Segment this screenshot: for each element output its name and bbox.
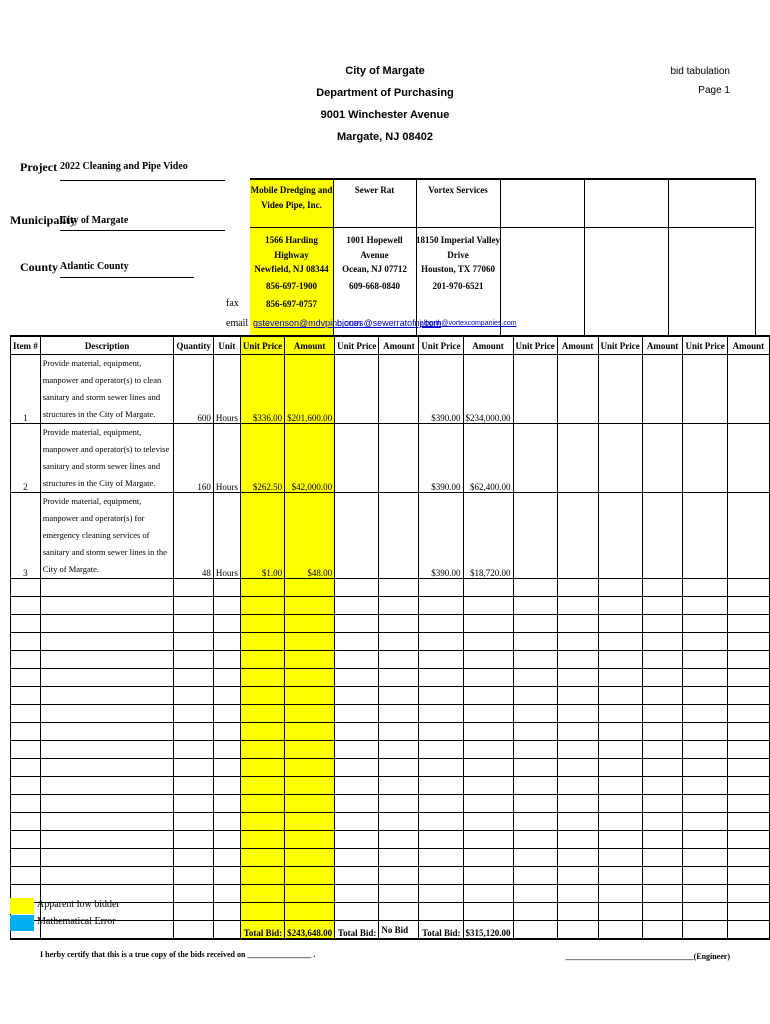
col-v4-amount: Amount <box>557 336 598 355</box>
empty-row <box>11 777 770 795</box>
column-header-row <box>11 336 770 355</box>
col-v3-unit-price: Unit Price <box>419 336 463 355</box>
item-unit: Hours <box>213 355 240 424</box>
vendor-header-divider <box>250 227 754 228</box>
v3-amount: $18,720.00 <box>463 493 513 579</box>
vendor-3-phone: 201-970-6521 <box>432 281 484 291</box>
table-row <box>11 355 770 424</box>
item-description: Provide material, equipment, manpower and operator(s) to televise sanitary and storm sewer lines and structures in the City of Margate. <box>40 424 174 493</box>
county-value: Atlantic County <box>60 261 194 278</box>
v2-total-label: Total Bid: <box>335 921 379 940</box>
vendor-2-name: Sewer Rat <box>354 185 395 195</box>
v1-total: $243,648.00 <box>285 921 335 940</box>
v2-amount <box>379 424 419 493</box>
item-description: Provide material, equipment, manpower and operator(s) for emergency cleaning services of sanitary and storm sewer lines in the City of Margate. <box>40 493 174 579</box>
vendor-3-city: Houston, TX 77060 <box>420 264 496 274</box>
v2-amount <box>379 493 419 579</box>
col-item: Item # <box>11 336 41 355</box>
department-name: Department of Purchasing <box>316 87 454 99</box>
empty-row <box>11 633 770 651</box>
item-quantity: 160 <box>174 424 214 493</box>
v3-amount: $62,400.00 <box>463 424 513 493</box>
vendor-2-address: 1001 Hopewell Avenue <box>346 235 403 260</box>
legend-label-math-error: Mathematical Error <box>37 916 116 927</box>
empty-row <box>11 723 770 741</box>
vendor-2-city: Ocean, NJ 07712 <box>342 264 407 274</box>
doc-type: bid tabulation <box>670 66 730 77</box>
v3-unit-price: $390.00 <box>419 493 463 579</box>
project-label: Project <box>20 160 58 174</box>
v1-amount: $42,000.00 <box>285 424 335 493</box>
empty-row <box>11 651 770 669</box>
vendor-1-phone: 856-697-1900 <box>266 281 317 291</box>
empty-row <box>11 813 770 831</box>
vendor-3-address: 18150 Imperial Valley Drive <box>416 235 501 260</box>
agency-header <box>285 60 485 148</box>
col-v3-amount: Amount <box>463 336 513 355</box>
col-v5-amount: Amount <box>642 336 683 355</box>
street-address: 9001 Winchester Avenue <box>320 109 450 121</box>
col-quantity: Quantity <box>174 336 214 355</box>
empty-row <box>11 795 770 813</box>
col-v2-amount: Amount <box>379 336 419 355</box>
vendor-1-email[interactable]: gstevenson@mdvpinc.com <box>253 318 362 328</box>
empty-row <box>11 759 770 777</box>
table-row <box>11 493 770 579</box>
empty-row <box>11 705 770 723</box>
total-row <box>11 921 770 940</box>
engineer-signature-line: ________________________________(Engineer) <box>565 952 730 961</box>
v3-total: $315,120.00 <box>463 921 513 940</box>
item-number: 2 <box>11 424 41 493</box>
col-v1-amount: Amount <box>285 336 335 355</box>
vendor-5-header <box>584 178 669 337</box>
item-unit: Hours <box>213 424 240 493</box>
agency-name: City of Margate <box>345 65 425 77</box>
bid-table <box>10 335 770 940</box>
vendor-1-name: Mobile Dredging and Video Pipe, Inc. <box>250 185 333 210</box>
col-v5-unit-price: Unit Price <box>598 336 642 355</box>
vendor-3-email[interactable]: alberth@vortexcompanies.com <box>420 320 517 327</box>
vendor-2-phone: 609-668-0840 <box>349 281 400 291</box>
vendor-2-email[interactable]: bjones@sewerratofnj.com <box>337 318 442 328</box>
col-description: Description <box>40 336 174 355</box>
item-quantity: 48 <box>174 493 214 579</box>
vendor-6-header <box>668 178 756 337</box>
certify-statement: I herby certify that this is a true copy of the bids received on ________________ . <box>40 950 316 959</box>
vendor-1-city: Newfield, NJ 08344 <box>254 264 329 274</box>
city-address: Margate, NJ 08402 <box>337 131 433 143</box>
v1-unit-price: $336.00 <box>240 355 284 424</box>
vendor-4-header <box>500 178 585 337</box>
item-number: 3 <box>11 493 41 579</box>
municipality-label: Municipality <box>10 213 77 227</box>
v1-unit-price: $1.00 <box>240 493 284 579</box>
empty-row <box>11 669 770 687</box>
item-quantity: 600 <box>174 355 214 424</box>
page-info <box>671 62 731 100</box>
v3-amount: $234,000.00 <box>463 355 513 424</box>
empty-row <box>11 849 770 867</box>
empty-row <box>11 741 770 759</box>
vendor-3-name: Vortex Services <box>428 185 488 195</box>
col-v6-unit-price: Unit Price <box>683 336 727 355</box>
vendor-1-address: 1566 Harding Highway <box>265 235 318 260</box>
legend-swatch-low-bidder <box>10 898 34 914</box>
empty-row <box>11 885 770 903</box>
col-unit: Unit <box>213 336 240 355</box>
v1-amount: $201,600.00 <box>285 355 335 424</box>
v3-unit-price: $390.00 <box>419 355 463 424</box>
empty-row <box>11 579 770 597</box>
vendor-1-fax: 856-697-0757 <box>266 299 317 309</box>
empty-row <box>11 687 770 705</box>
v3-unit-price: $390.00 <box>419 424 463 493</box>
v1-amount: $48.00 <box>285 493 335 579</box>
item-unit: Hours <box>213 493 240 579</box>
legend-swatch-math-error <box>10 915 34 931</box>
v1-unit-price: $262.50 <box>240 424 284 493</box>
legend-label-low-bidder: Apparent low bidder <box>37 899 120 910</box>
v3-total-label: Total Bid: <box>419 921 463 940</box>
municipality-value: City of Margate <box>60 215 225 231</box>
empty-row <box>11 615 770 633</box>
v1-total-label: Total Bid: <box>240 921 284 940</box>
empty-row <box>11 903 770 921</box>
item-number: 1 <box>11 355 41 424</box>
empty-row <box>11 867 770 885</box>
v2-unit-price <box>335 493 379 579</box>
v2-amount <box>379 355 419 424</box>
fax-label: fax <box>226 298 239 309</box>
col-v4-unit-price: Unit Price <box>513 336 557 355</box>
v2-total: No Bid <box>379 921 419 940</box>
v2-unit-price <box>335 424 379 493</box>
v2-unit-price <box>335 355 379 424</box>
page-number: Page 1 <box>698 85 730 96</box>
empty-row <box>11 597 770 615</box>
county-label: County <box>20 260 59 274</box>
empty-row <box>11 831 770 849</box>
table-row <box>11 424 770 493</box>
col-v6-amount: Amount <box>727 336 769 355</box>
email-label: email <box>226 318 249 329</box>
col-v1-unit-price: Unit Price <box>240 336 284 355</box>
item-description: Provide material, equipment, manpower and operator(s) to clean sanitary and storm sewer lines and structures in the City of Margate. <box>40 355 174 424</box>
project-value: 2022 Cleaning and Pipe Video <box>60 161 225 181</box>
col-v2-unit-price: Unit Price <box>335 336 379 355</box>
